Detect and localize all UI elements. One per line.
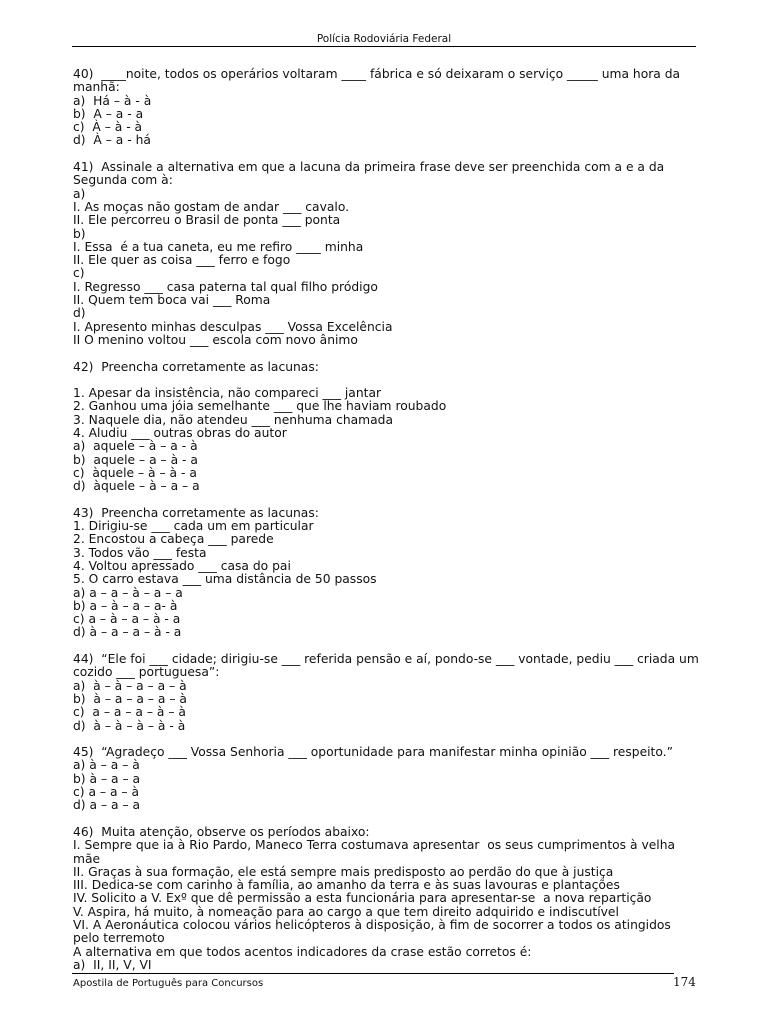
question-line: a) [73,186,86,201]
question-line: II. Quem tem boca vai ___ Roma [73,293,271,308]
question-line: IV. Solicito a V. Exº que dê permissão a esta funcionária para apresentar-se a nova repartição [73,891,652,906]
question-line: A alternativa em que todos acentos indicadores da crase estão corretos é: [73,944,532,959]
question-line: 2. Ganhou uma jóia semelhante ___ que lhe haviam roubado [73,399,447,414]
question-line: III. Dedica-se com carinho à família, ao amanho da terra e às suas lavouras e plantações [73,878,620,893]
question-line: d) à – à – à – à - à [73,718,186,733]
question-prompt: 46) Muita atenção, observe os períodos abaixo: [73,824,370,839]
question-line: 5. O carro estava ___ uma distância de 50 passos [73,572,377,587]
question-line: I. Essa é a tua caneta, eu me refiro ____ minha [73,239,364,254]
running-header: Polícia Rodoviária Federal [316,33,452,45]
question-line: II. Ele percorreu o Brasil de ponta ___ ponta [73,213,341,228]
question-line: d) àquele – à – a – a [73,479,200,494]
page-content [73,67,703,985]
question-line: I. As moças não gostam de andar ___ cavalo. [73,199,350,214]
question-prompt: 42) Preencha corretamente as lacunas: [73,359,319,374]
question-line: c) À – à - à [73,120,143,135]
question-line: II O menino voltou ___ escola com novo ânimo [73,332,358,347]
question-line: c) a – a – à [73,785,140,800]
question-line: VI. A Aeronáutica colocou vários helicópteros à disposição, à fim de socorrer a todos os atingidos pelo terremoto [73,918,675,946]
question-line: b) à – a – a – a – à [73,691,187,706]
question-line: b) aquele – a – à - a [73,452,198,467]
question-block [73,507,699,640]
question-line: c) àquele – à – à - a [73,465,197,480]
question-line: V. Aspira, há muito, à nomeação para ao cargo a que tem direito adquirido e indiscutível [73,904,619,919]
question-line: 1. Dirigiu-se ___ cada um em particular [73,519,314,534]
question-block [73,652,703,733]
question-line: II. Graças à sua formação, ele está sempre mais predisposto ao perdão do que à justiça [73,864,614,879]
question-line: c) a – a – a – à – à [73,705,186,720]
page-number: 174 [673,975,696,989]
question-line: c) [73,266,85,281]
footer-rule [72,973,674,974]
question-line: 3. Todos vão ___ festa [73,545,207,560]
question-line: a) Há – à - à [73,93,152,108]
running-footer: Apostila de Português para Concursos [73,978,264,989]
question-line: c) a – à – a – à - a [73,612,181,627]
question-block [73,826,699,972]
question-line: d) [73,306,86,321]
question-block [73,387,699,493]
question-block [73,746,699,812]
question-line: a) a – a – à – a – a [73,585,183,600]
question-line: b) à – a – a [73,771,141,786]
question-block [73,161,699,347]
question-prompt: 43) Preencha corretamente as lacunas: [73,505,319,520]
question-line: I. Apresento minhas desculpas ___ Vossa Excelência [73,319,393,334]
question-line: d) à – a – a – à - a [73,625,182,640]
question-line: 3. Naquele dia, não atendeu ___ nenhuma chamada [73,412,394,427]
question-prompt: 45) “Agradeço ___ Vossa Senhoria ___ oportunidade para manifestar minha opinião ___ respeito.” [73,745,673,760]
question-prompt: 1. Apesar da insistência, não compareci ___ jantar [73,386,382,401]
question-line: a) à – a – à [73,758,140,773]
question-line: b) [73,226,86,241]
question-line: a) II, II, V, VI [73,957,152,972]
question-line: d) a – a – a [73,798,141,813]
question-prompt: 40) ____noite, todos os operários voltaram ____ fábrica e só deixaram o serviço _____ uma hora da manhã: [73,67,685,95]
question-line: 4. Aludiu ___ outras obras do autor [73,426,287,441]
question-prompt: 41) Assinale a alternativa em que a lacuna da primeira frase deve ser preenchida com a e a da Segunda com à: [73,160,669,188]
question-block [73,68,699,148]
question-block [73,361,699,374]
header-rule [72,46,696,47]
question-line: II. Ele quer as coisa ___ ferro e fogo [73,253,291,268]
question-prompt: 44) “Ele foi ___ cidade; dirigiu-se ___ referida pensão e aí, pondo-se ___ vontade, pediu ___ criada um cozido ___ portuguesa”: [73,652,703,680]
question-line: b) A – a - a [73,106,144,121]
question-line: a) à – à – a – a – à [73,678,187,693]
question-line: 2. Encostou a cabeça ___ parede [73,532,274,547]
question-line: b) a – à – a – a- à [73,598,178,613]
question-line: I. Regresso ___ casa paterna tal qual filho pródigo [73,279,378,294]
question-line: a) aquele – à – a - à [73,439,198,454]
question-line: I. Sempre que ia à Rio Pardo, Maneco Terra costumava apresentar os seus cumprimentos à velha mãe [73,838,679,866]
question-line: d) À – a - há [73,133,151,148]
question-line: 4. Voltou apressado ___ casa do pai [73,558,291,573]
